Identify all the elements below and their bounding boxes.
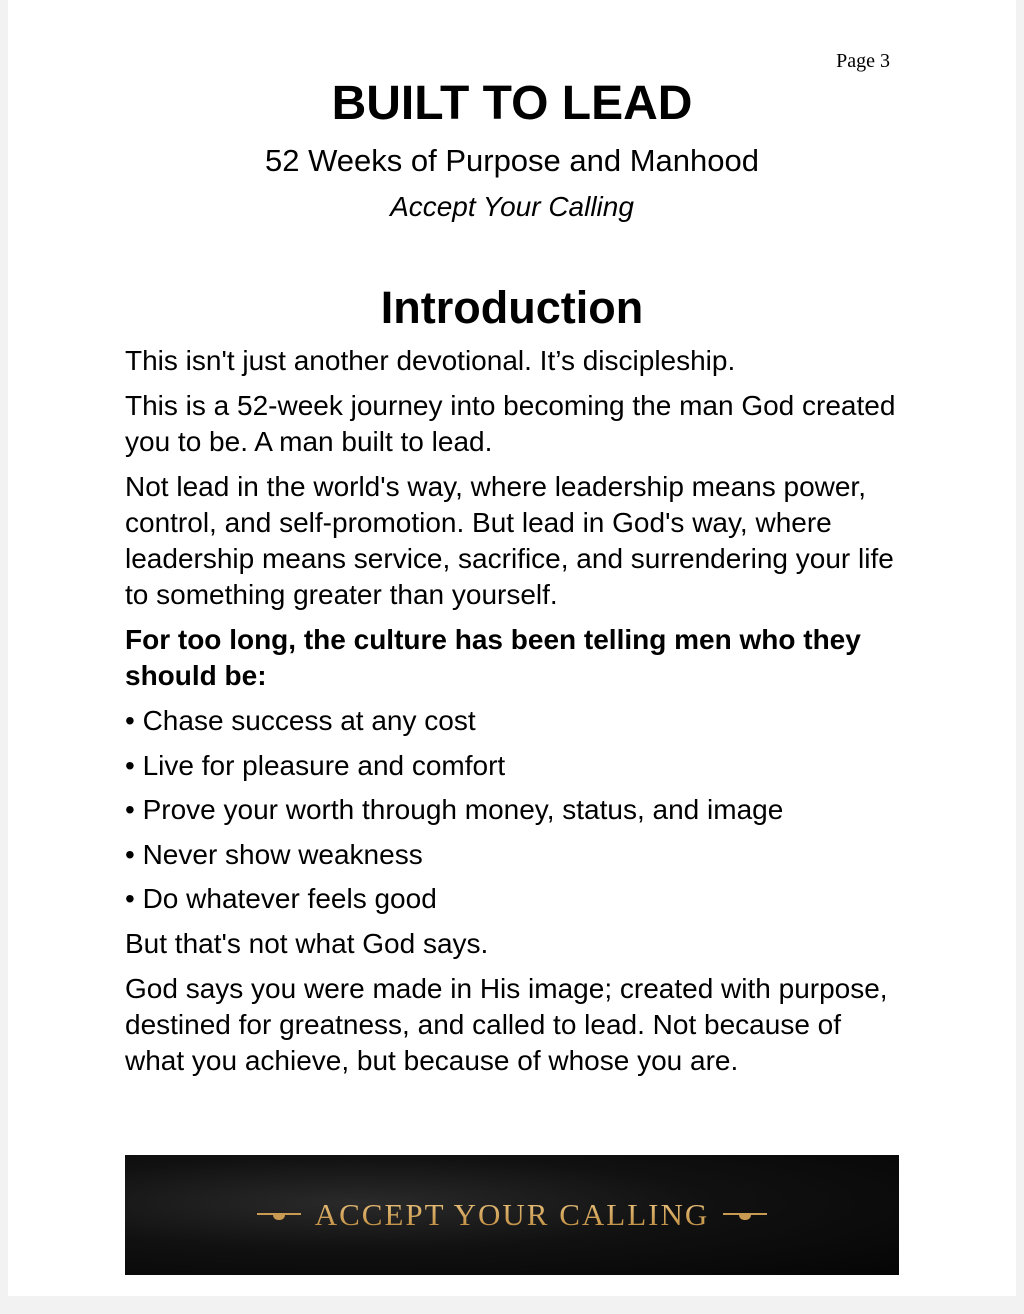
ornament-left-icon (257, 1209, 301, 1221)
document-subtitle: 52 Weeks of Purpose and Manhood (264, 143, 760, 178)
ornament-right-icon (723, 1209, 767, 1221)
bold-lead: For too long, the culture has been telling men who they should be: (125, 624, 861, 691)
document-title: BUILT TO LEAD (331, 77, 693, 130)
section-heading: Introduction (380, 282, 644, 333)
list-item: • Chase success at any cost (125, 705, 476, 736)
paragraph: Not lead in the world's way, where leadership means power, control, and self-promotion. But lead in God's way, where leadership means service, sacrifice, and surrendering your life to something greater than yourself. (125, 471, 894, 610)
paragraph: But that's not what God says. (125, 927, 489, 959)
accept-calling-banner (125, 1155, 899, 1275)
page-number: Page 3 (836, 50, 890, 72)
body-text (125, 343, 900, 1088)
banner-text: ACCEPT YOUR CALLING (314, 1197, 710, 1232)
list-item: • Prove your worth through money, status, and image (125, 794, 784, 825)
document-tagline: Accept Your Calling (390, 191, 634, 222)
list-item: • Never show weakness (125, 838, 423, 870)
document-page (8, 0, 1016, 1296)
list-item: • Do whatever feels good (125, 883, 437, 914)
paragraph: God says you were made in His image; created with purpose, destined for greatness, and called to lead. Not because of what you achieve, but because of whose you are. (125, 972, 888, 1076)
paragraph: This is a 52-week journey into becoming the man God created you to be. A man built to lead. (125, 390, 896, 457)
list-item: • Live for pleasure and comfort (125, 749, 506, 781)
paragraph: This isn't just another devotional. It’s discipleship. (125, 345, 736, 376)
bullet-list (125, 703, 900, 917)
